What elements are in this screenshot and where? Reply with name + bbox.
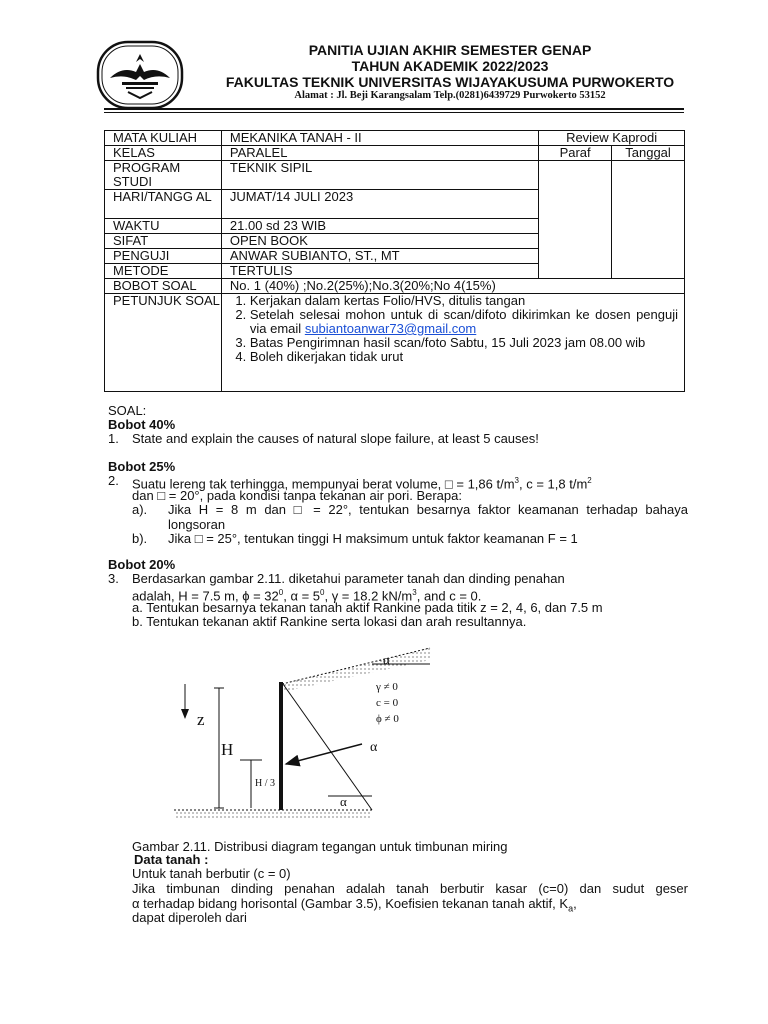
- q1-bobot: Bobot 40%: [108, 417, 176, 432]
- mata-kuliah-value: MEKANIKA TANAH - II: [221, 131, 538, 146]
- paraf-header: Paraf: [539, 146, 612, 161]
- review-kaprodi: Review Kaprodi: [539, 131, 685, 146]
- q2-number: 2.: [108, 473, 119, 488]
- h-label: H: [221, 740, 234, 759]
- phi-label: ϕ ≠ 0: [376, 713, 399, 725]
- alpha-label-bottom: α: [340, 794, 347, 809]
- data-tanah-title: Data tanah :: [134, 852, 209, 867]
- q2-line-2: dan □ = 20°, pada kondisi tanpa tekanan air pori. Berapa:: [132, 488, 462, 503]
- mata-kuliah-label: MATA KULIAH: [105, 131, 222, 146]
- sifat-label: SIFAT: [105, 234, 222, 249]
- header-line-2: TAHUN AKADEMIK 2022/2023: [351, 58, 549, 74]
- data-tanah-para-d: dapat diperoleh dari: [132, 910, 247, 925]
- q2-a-label: a).: [132, 502, 148, 517]
- petunjuk-item: 4. Boleh dikerjakan tidak urut: [250, 350, 678, 364]
- figure-caption: Gambar 2.11. Distribusi diagram tegangan untuk timbunan miring: [132, 839, 508, 854]
- metode-label: METODE: [105, 264, 222, 279]
- tanggal-header: Tanggal: [612, 146, 685, 161]
- h3-label: H / 3: [255, 778, 275, 789]
- bobot-label: BOBOT SOAL: [105, 279, 222, 294]
- header-line-1: PANITIA UJIAN AKHIR SEMESTER GENAP: [308, 42, 592, 58]
- q1-number: 1.: [108, 431, 119, 446]
- header-line-3: FAKULTAS TEKNIK UNIVERSITAS WIJAYAKUSUMA PURWOKERTO: [225, 74, 675, 90]
- data-tanah-line-1: Untuk tanah berbutir (c = 0): [132, 866, 291, 881]
- data-tanah-para-b: α terhadap bidang horisontal (Gambar 3.5), Koefisien tekanan tanah aktif, $K_a$,: [132, 896, 577, 914]
- z-label: z: [197, 710, 205, 729]
- q3-b: b. Tentukan tekanan aktif Rankine serta lokasi dan arah resultannya.: [132, 614, 527, 629]
- prodi-value: TEKNIK SIPIL: [221, 161, 538, 190]
- q2-b-label: b).: [132, 531, 148, 546]
- kelas-value: PARALEL: [221, 146, 538, 161]
- petunjuk-item: 2. Setelah selesai mohon untuk di scan/difoto dikirimkan ke dosen penguji via email subiantoanwar73@gmail.com: [250, 308, 678, 336]
- bobot-value: No. 1 (40%) ;No.2(25%);No.3(20%;No 4(15%): [221, 279, 684, 294]
- petunjuk-label: PETUNJUK SOAL: [105, 294, 222, 392]
- penguji-label: PENGUJI: [105, 249, 222, 264]
- resultant-force-arrow: [286, 744, 362, 764]
- ground-hatch: [174, 810, 372, 818]
- kelas-label: KELAS: [105, 146, 222, 161]
- gamma-label: γ ≠ 0: [376, 681, 398, 693]
- q3-a: a. Tentukan besarnya tekanan tanah aktif Rankine pada titik z = 2, 4, 6, dan 7.5 m: [132, 600, 603, 615]
- petunjuk-item: 1. Kerjakan dalam kertas Folio/HVS, ditulis tangan: [250, 294, 678, 308]
- penguji-value: ANWAR SUBIANTO, ST., MT: [221, 249, 538, 264]
- header-address: Alamat : Jl. Beji Karangsalam Telp.(0281)6439729 Purwokerto 53152: [294, 90, 606, 101]
- backfill-slope-line: [282, 648, 430, 684]
- waktu-label: WAKTU: [105, 219, 222, 234]
- q1-text: State and explain the causes of natural slope failure, at least 5 causes!: [132, 431, 539, 446]
- hari-label: HARI/TANGG AL: [105, 190, 222, 219]
- q2-bobot: Bobot 25%: [108, 459, 176, 474]
- hari-value: JUMAT/14 JULI 2023: [221, 190, 538, 219]
- q2-b-text: Jika □ = 25°, tentukan tinggi H maksimum untuk faktor keamanan F = 1: [168, 531, 578, 546]
- q3-line-1: Berdasarkan gambar 2.11. diketahui parameter tanah dan dinding penahan: [132, 571, 565, 586]
- q3-line-2: adalah, H = 7.5 m, $\phi = 32^0$, $\alpha = 5^0$, γ = 18.2 $kN/m^3$, and c = 0.: [132, 588, 482, 604]
- data-tanah-para-a: Jika timbunan dinding penahan adalah tanah berbutir kasar (c=0) dan sudut geser: [132, 881, 688, 896]
- q3-bobot: Bobot 20%: [108, 557, 176, 572]
- waktu-value: 21.00 sd 23 WIB: [221, 219, 538, 234]
- q2-line-1: Suatu lereng tak terhingga, mempunyai berat volume, □ = 1,86 $t/m^3$, c = 1,8 $t/m^2$: [132, 476, 592, 492]
- backfill-surface: [282, 648, 430, 692]
- alpha-label-top: α: [383, 652, 390, 667]
- petunjuk-item: 3. Batas Pengirimnan hasil scan/foto Sabtu, 15 Juli 2023 jam 08.00 wib: [250, 336, 678, 350]
- soal-label: SOAL:: [108, 403, 147, 418]
- q2-a-text: Jika H = 8 m dan □ = 22°, tentukan besarnya faktor keamanan terhadap bahaya longsoran: [168, 502, 688, 532]
- metode-value: TERTULIS: [221, 264, 538, 279]
- cohesion-label: c = 0: [376, 697, 399, 709]
- prodi-label: PROGRAM STUDI: [105, 161, 222, 190]
- q3-number: 3.: [108, 571, 119, 586]
- pressure-diagram-line: [283, 684, 372, 810]
- alpha-label-arrow: α: [370, 740, 378, 755]
- email-link[interactable]: subiantoanwar73@gmail.com: [304, 321, 477, 336]
- sifat-value: OPEN BOOK: [221, 234, 538, 249]
